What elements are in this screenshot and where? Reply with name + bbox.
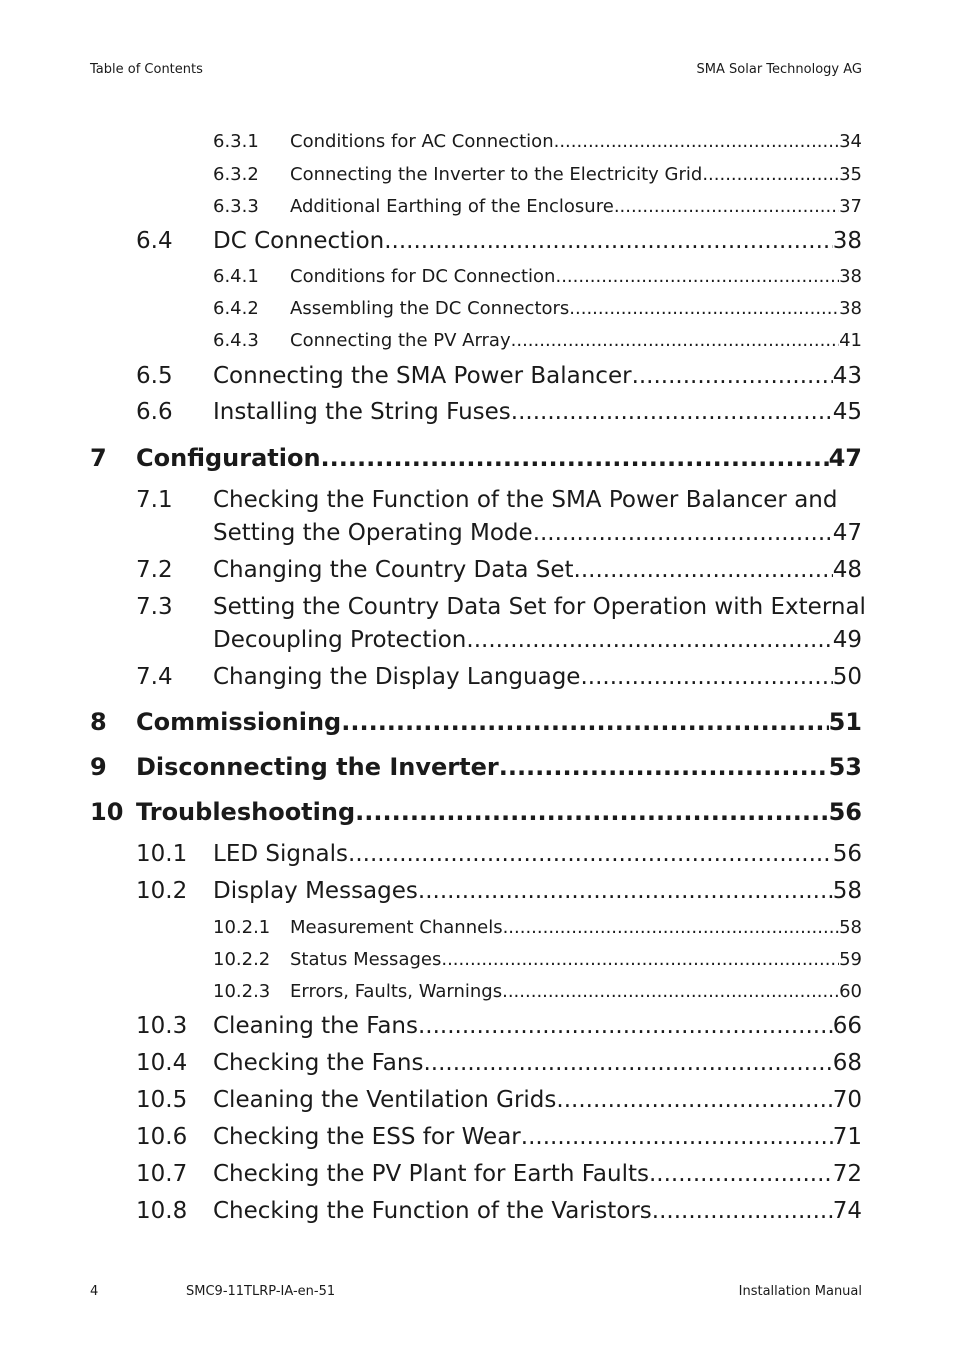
toc-entry-number: 7.3 [136,594,173,620]
toc-entry-title-first-line: Setting the Country Data Set for Operation with External [213,594,866,620]
toc-entry-page: 53 [828,753,862,781]
leader-dots [569,298,839,319]
toc-entry-page: 43 [832,363,862,389]
toc-entry-page: 47 [828,444,862,472]
toc-entry-page: 56 [832,841,862,867]
toc-entry-number: 7.1 [136,487,173,513]
toc-entry-number: 10.3 [136,1013,188,1039]
toc-entry-page: 56 [828,798,862,826]
toc-entry-title: Display Messages [213,878,418,904]
leader-dots [555,266,839,287]
page-number: 4 [90,1284,99,1299]
toc-entry-page: 58 [832,878,862,904]
toc-entry-title: Troubleshooting [136,798,356,826]
toc-entry-title: Installing the String Fuses [213,399,511,425]
toc-entry-page: 38 [839,266,862,287]
toc-entry-page: 51 [828,708,862,736]
toc-entry-page: 72 [832,1161,862,1187]
toc-entry-number: 10.6 [136,1124,188,1150]
leader-dots [423,1050,832,1076]
leader-dots [574,557,833,583]
toc-entry-number: 6.5 [136,363,173,389]
toc-entry-number: 10.2.3 [213,981,271,1002]
toc-entry-number: 10.2.1 [213,917,271,938]
toc-entry-title: Checking the ESS for Wear [213,1124,521,1150]
toc-entry-number: 10.7 [136,1161,188,1187]
leader-dots [355,798,828,826]
toc-entry-title: Decoupling Protection [213,627,467,653]
leader-dots [702,164,839,185]
toc-entry-title: Errors, Faults, Warnings [290,981,503,1002]
leader-dots [348,841,833,867]
toc-entry-page: 34 [839,131,862,152]
toc-entry-number: 8 [90,708,107,736]
toc-entry-title: Connecting the Inverter to the Electricity Grid [290,164,703,185]
toc-entry-number: 10.1 [136,841,188,867]
toc-entry-number: 9 [90,753,107,781]
toc-entry-title: Conditions for AC Connection [290,131,554,152]
toc-entry-number: 6.3.1 [213,131,259,152]
toc-entry-page: 50 [832,664,862,690]
leader-dots [580,664,832,690]
leader-dots [502,981,839,1002]
leader-dots [441,949,839,970]
toc-entry-page: 41 [839,330,862,351]
toc-entry-title: Changing the Country Data Set [213,557,574,583]
toc-entry-page: 58 [839,917,862,938]
toc-entry-page: 38 [832,228,862,254]
toc-entry-page: 74 [832,1198,862,1224]
leader-dots [321,444,829,472]
toc-entry-page: 59 [839,949,862,970]
leader-dots [499,753,829,781]
toc-entry-title: Cleaning the Ventilation Grids [213,1087,557,1113]
leader-dots [418,1013,833,1039]
toc-entry-page: 49 [832,627,862,653]
toc-entry-number: 10 [90,798,124,826]
toc-entry-number: 6.3.2 [213,164,259,185]
leader-dots [632,363,833,389]
toc-entry-number: 10.5 [136,1087,188,1113]
toc-entry-number: 10.2.2 [213,949,271,970]
toc-entry-number: 6.6 [136,399,173,425]
toc-entry-title-first-line: Checking the Function of the SMA Power Balancer and [213,487,838,513]
leader-dots [503,917,840,938]
toc-entry-title: Checking the Function of the Varistors [213,1198,652,1224]
toc-entry-title: Checking the Fans [213,1050,424,1076]
toc-entry-number: 10.2 [136,878,188,904]
leader-dots [511,399,833,425]
toc-entry-number: 6.4.3 [213,330,259,351]
toc-entry-title: Additional Earthing of the Enclosure [290,196,614,217]
leader-dots [614,196,839,217]
toc-entry-title: Checking the PV Plant for Earth Faults [213,1161,649,1187]
toc-entry-number: 7.4 [136,664,173,690]
toc-entry-title: Setting the Operating Mode [213,520,533,546]
leader-dots [554,131,839,152]
toc-entry-page: 70 [832,1087,862,1113]
toc-entry-page: 38 [839,298,862,319]
toc-entry-title: Conditions for DC Connection [290,266,556,287]
toc-entry-title: Disconnecting the Inverter [136,753,499,781]
toc-entry-number: 6.4.1 [213,266,259,287]
leader-dots [533,520,833,546]
toc-entry-title: LED Signals [213,841,349,867]
running-header-section: Table of Contents [90,62,203,77]
toc-entry-title: Changing the Display Language [213,664,581,690]
toc-entry-page: 37 [839,196,862,217]
toc-entry-title: Cleaning the Fans [213,1013,418,1039]
toc-entry-page: 35 [839,164,862,185]
leader-dots [418,878,833,904]
toc-entry-number: 7.2 [136,557,173,583]
leader-dots [556,1087,832,1113]
toc-entry-title: Assembling the DC Connectors [290,298,570,319]
leader-dots [649,1161,833,1187]
toc-entry-title: Configuration [136,444,321,472]
leader-dots [521,1124,833,1150]
leader-dots [652,1198,833,1224]
toc-entry-page: 48 [832,557,862,583]
toc-entry-page: 71 [832,1124,862,1150]
toc-entry-number: 10.4 [136,1050,188,1076]
toc-entry-title: Connecting the PV Array [290,330,511,351]
toc-entry-page: 68 [832,1050,862,1076]
toc-entry-page: 47 [832,520,862,546]
running-header-company: SMA Solar Technology AG [696,62,862,77]
toc-entry-number: 7 [90,444,107,472]
leader-dots [511,330,839,351]
document-code: SMC9-11TLRP-IA-en-51 [186,1284,336,1299]
toc-entry-title: Measurement Channels [290,917,503,938]
toc-entry-title: Connecting the SMA Power Balancer [213,363,632,389]
leader-dots [466,627,832,653]
toc-entry-title: Commissioning [136,708,342,736]
document-title: Installation Manual [738,1284,862,1299]
toc-entry-page: 66 [832,1013,862,1039]
toc-entry-page: 45 [832,399,862,425]
toc-entry-title: Status Messages [290,949,442,970]
toc-entry-title: DC Connection [213,228,385,254]
toc-entry-number: 6.4.2 [213,298,259,319]
toc-entry-number: 6.4 [136,228,173,254]
toc-entry-number: 10.8 [136,1198,188,1224]
toc-entry-number: 6.3.3 [213,196,259,217]
leader-dots [341,708,828,736]
toc-entry-page: 60 [839,981,862,1002]
leader-dots [384,228,832,254]
